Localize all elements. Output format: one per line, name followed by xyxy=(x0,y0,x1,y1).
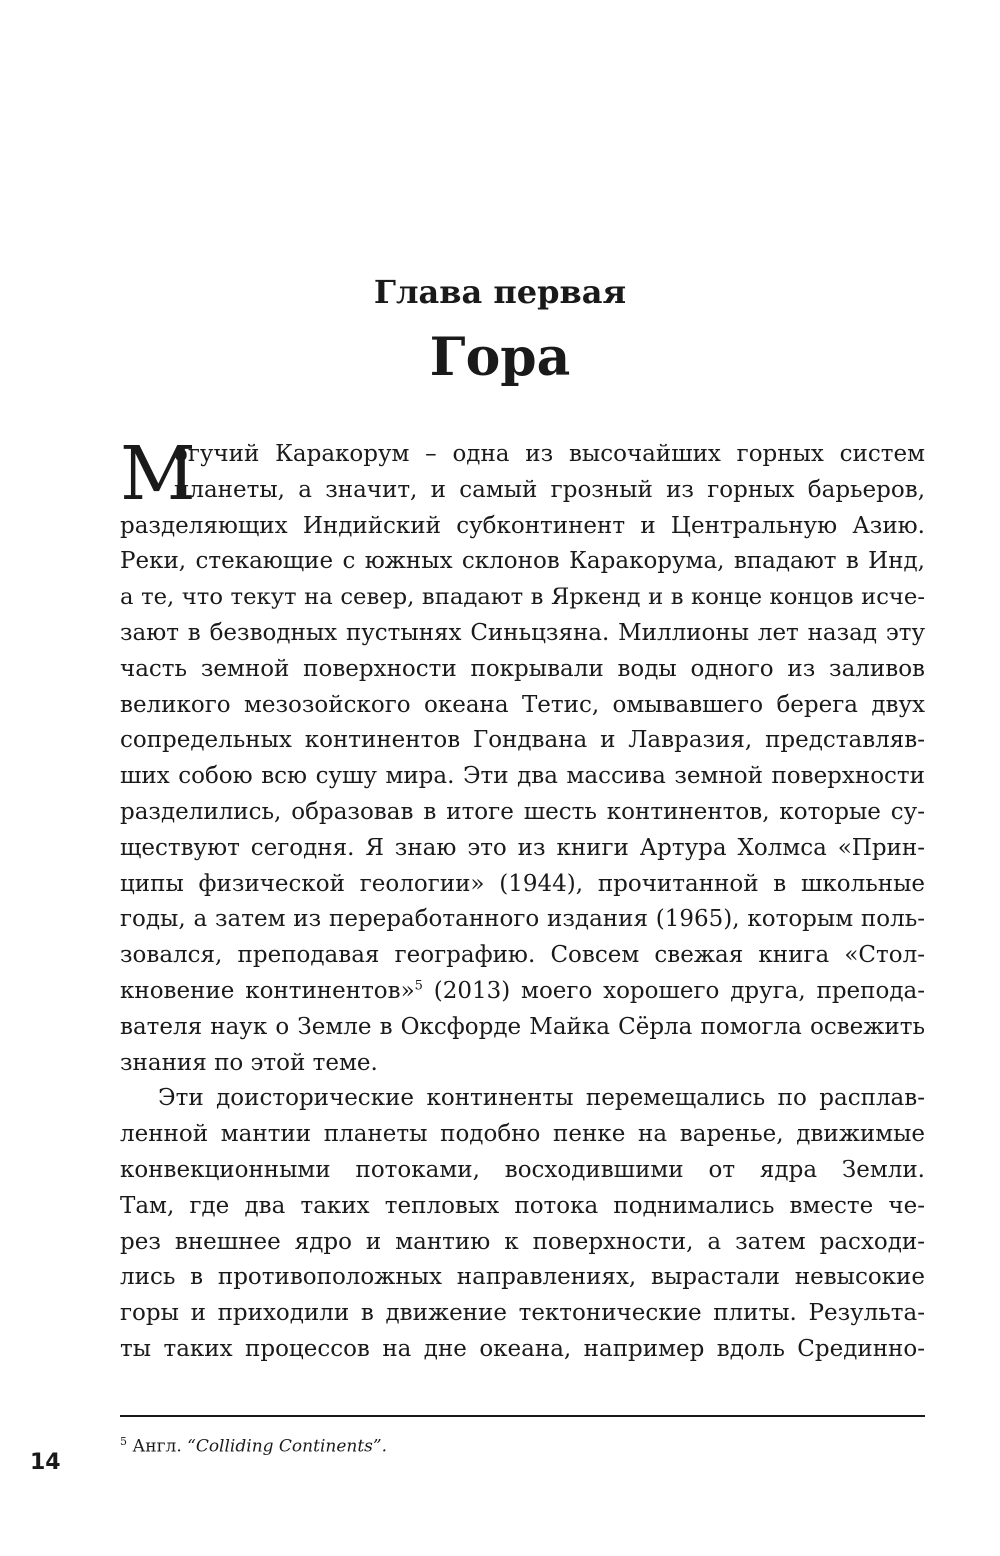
text-segment: кновение континентов» xyxy=(120,977,415,1004)
text-line: зают в безводных пустынях Синьцзяна. Миллионы лет назад эту xyxy=(120,619,925,646)
text-line: часть земной поверхности покрывали воды одного из заливов xyxy=(120,655,925,682)
text-line: лись в противоположных направлениях, вырастали невысокие xyxy=(120,1264,925,1291)
text-line: зовался, преподавая географию. Совсем свежая книга «Стол- xyxy=(120,942,925,969)
chapter-label: Глава первая xyxy=(373,273,627,311)
drop-cap: М xyxy=(120,431,196,517)
text-line: вателя наук о Земле в Оксфорде Майка Сёрла помогла освежить xyxy=(120,1013,925,1040)
text-line-with-footnote xyxy=(120,974,925,1010)
text-line: Там, где два таких тепловых потока поднимались вместе че- xyxy=(120,1192,925,1219)
footnote-number: 5 xyxy=(120,1435,127,1448)
text-line: огучий Каракорум – одна из высочайших горных систем xyxy=(174,441,925,467)
text-line: ципы физической геологии» (1944), прочитанной в школьные xyxy=(120,870,925,897)
footnote-title: “Colliding Continents”. xyxy=(187,1436,387,1457)
text-line: великого мезозойского океана Тетис, омывавшего берега двух xyxy=(120,691,925,718)
footnote-prefix: Англ. xyxy=(127,1436,188,1457)
text-line: горы и приходили в движение тектонические плиты. Результа- xyxy=(120,1300,925,1327)
text-line: ленной мантии планеты подобно пенке на варенье, движимые xyxy=(120,1121,925,1148)
text-line: конвекционными потоками, восходившими от ядра Земли. xyxy=(120,1156,925,1183)
text-line: знания по этой теме. xyxy=(120,1049,378,1076)
text-line: разделяющих Индийский субконтинент и Центральную Азию. xyxy=(120,512,925,539)
page-number: 14 xyxy=(30,1450,61,1475)
footnote xyxy=(120,1430,387,1459)
text-line: а те, что текут на север, впадают в Яркенд и в конце концов исче- xyxy=(120,584,925,611)
footnote-reference: 5 xyxy=(414,978,423,994)
body-text xyxy=(120,431,925,1368)
text-line: годы, а затем из переработанного издания (1965), которым поль- xyxy=(120,906,925,933)
text-line: сопредельных континентов Гондвана и Лавразия, представляв- xyxy=(120,727,925,754)
text-line: Реки, стекающие с южных склонов Каракорума, впадают в Инд, xyxy=(120,548,925,575)
text-line: ших собою всю сушу мира. Эти два массива земной поверхности xyxy=(120,763,925,790)
text-line: ществуют сегодня. Я знаю это из книги Артура Холмса «Прин- xyxy=(120,834,925,861)
text-line: планеты, а значит, и самый грозный из горных барьеров, xyxy=(174,476,925,503)
footnote-divider xyxy=(120,1415,925,1417)
text-line: разделились, образовав в итоге шесть континентов, которые су- xyxy=(120,798,925,825)
chapter-title: Гора xyxy=(429,327,571,388)
text-segment: (2013) моего хорошего друга, препода- xyxy=(422,977,925,1004)
text-line: Эти доисторические континенты перемещались по расплав- xyxy=(158,1085,925,1112)
text-line: рез внешнее ядро и мантию к поверхности, а затем расходи- xyxy=(120,1228,925,1255)
text-line: ты таких процессов на дне океана, например вдоль Срединно- xyxy=(120,1335,925,1362)
